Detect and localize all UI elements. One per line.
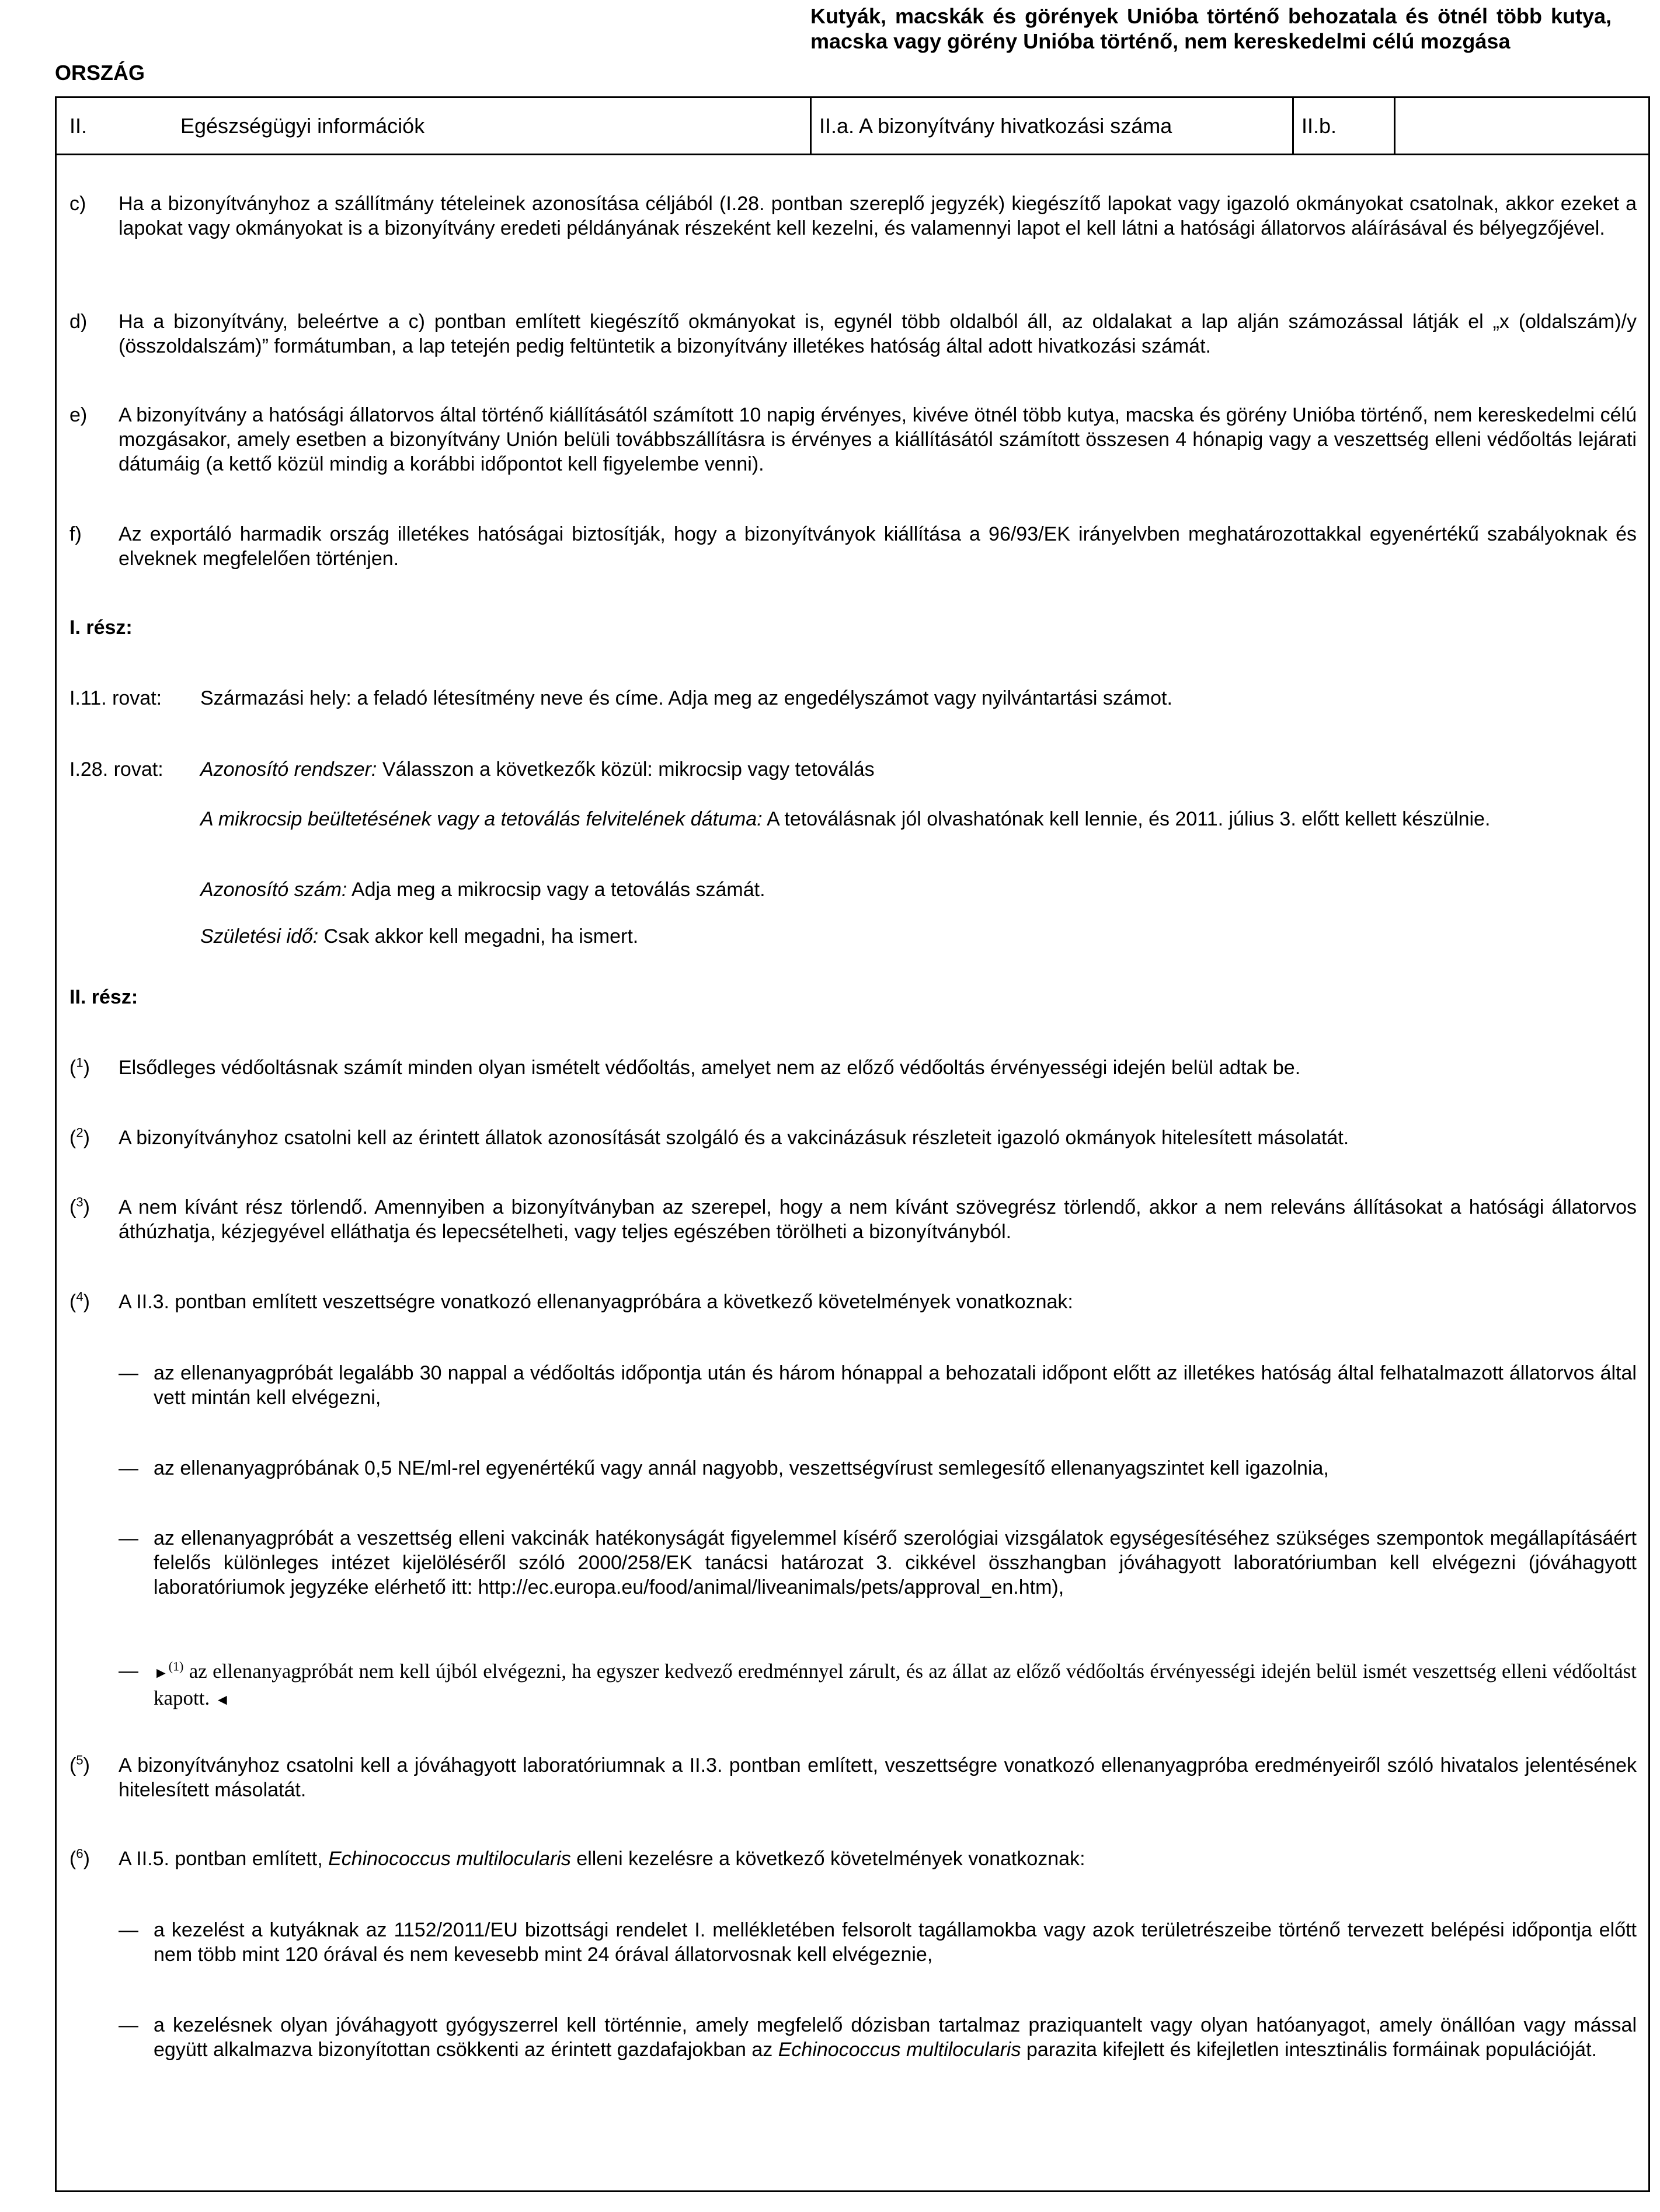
footnote-6-species: Echinococcus multilocularis xyxy=(328,1848,571,1870)
footnote-6-text-a: A II.5. pontban említett, xyxy=(119,1848,329,1870)
footnote-6-text-b: elleni kezelésre a következő követelmények vonatkoznak: xyxy=(570,1848,1085,1870)
footnote-4-bullet-4 xyxy=(154,1659,1637,1712)
box-i28-id-italic: Azonosító szám: xyxy=(200,879,347,901)
note-c-text: Ha a bizonyítványhoz a szállítmány tételeinek azonosítása céljából (I.28. pontban szereplő jegyzék) kiegészítő lapokat vagy igazoló okmányokat csatolnak, akkor ezeket a lapokat vagy okmányokat is a bizonyítvány eredeti példányának részeként kell kezelni, és valamennyi lapot el kell látni a hatósági állatorvos aláírásával és bélyegzőjével. xyxy=(119,193,1637,239)
list-dash: — xyxy=(119,1919,138,1941)
box-i28-italic: Azonosító rendszer: xyxy=(200,758,377,781)
footnote-4-bullet-4-text: az ellenanyagpróbát nem kell újból elvégezni, ha egyszer kedvező eredménnyel zárult, és az állat az előző védőoltás érvényességi idején belül ismét veszettség elleni védőoltást kapott. xyxy=(154,1660,1637,1709)
footnote-5-label: ($^5$) xyxy=(69,1753,90,1776)
header-divider xyxy=(1394,98,1395,154)
amendment-end-marker: ◄ xyxy=(214,1691,230,1708)
note-e-label: e) xyxy=(69,404,88,426)
note-c-label: c) xyxy=(69,193,86,215)
country-label: ORSZÁG xyxy=(55,61,145,85)
box-i28-id-text xyxy=(200,877,1637,902)
footnote-3-text: A nem kívánt rész törlendő. Amennyiben a bizonyítványban az szerepel, hogy a nem kívánt szövegrész törlendő, akkor a nem releváns állításokat a hatósági állatorvos áthúzhatja, kézjegyével elláthatja és lepecsételheti, vagy teljes egészében törölheti a bizonyítványból. xyxy=(119,1196,1637,1243)
footnote-4-bullet-3: az ellenanyagpróbát a veszettség elleni vakcinák hatékonyságát figyelemmel kísérő szerológiai vizsgálatok egységesítéséhez szükséges szempontok megállapításáért felelős különleges intézet kijelöléséről szóló 2000/258/EK tanácsi határozat 3. cikkével összhangban jóváhagyott laboratóriumban kell elvégezni (jóváhagyott laboratóriumok jegyzéke elérhető itt: http://ec.europa.eu/food/animal/liveanimals/pets/approval_en.htm), xyxy=(154,1527,1637,1598)
footnote-6-bullet-2-b: parazita kifejlett és kifejletlen intesztinális formáinak populációját. xyxy=(1021,2039,1597,2061)
footnote-2-text: A bizonyítványhoz csatolni kell az érintett állatok azonosítását szolgáló és a vakcinázásuk részleteit igazoló okmányok hitelesített másolatát. xyxy=(119,1127,1349,1149)
reference-number-label: II.a. A bizonyítvány hivatkozási száma xyxy=(819,114,1172,138)
footnote-6-bullet-2-a: a kezelésnek olyan jóváhagyott gyógyszerrel kell történnie, amely megfelelő dózisban tartalmaz praziquantelt vagy olyan hatóanyagot, amely önállóan vagy mással együtt alkalmazva bizonyítottan csökkenti az érintett gazdafajokban az xyxy=(154,2014,1637,2061)
footnote-6-bullet-2 xyxy=(154,2013,1637,2062)
list-dash: — xyxy=(119,1362,138,1384)
footnote-6-bullet-1: a kezelést a kutyáknak az 1152/2011/EU bizottsági rendelet I. mellékletében felsorolt tagállamokba vagy azok területrészeibe történő tervezett belépési időpontja előtt nem több mint 120 órával és nem kevesebb mint 24 órával állatorvosnak kell elvégeznie, xyxy=(154,1919,1637,1966)
footnote-2-label: ($^2$) xyxy=(69,1125,90,1149)
box-i11-label: I.11. rovat: xyxy=(69,687,162,709)
box-i28-birth-text xyxy=(200,924,1637,949)
footnote-6-label: ($^6$) xyxy=(69,1846,90,1870)
amendment-ref: (1) xyxy=(168,1659,184,1674)
header-divider xyxy=(810,98,812,154)
note-d-label: d) xyxy=(69,311,88,333)
box-i28-date-body: A tetoválásnak jól olvashatónak kell lennie, és 2011. július 3. előtt kellett készülnie. xyxy=(762,808,1491,830)
certificate-frame xyxy=(55,96,1650,2192)
footnote-1-label: ($^1$) xyxy=(69,1055,90,1079)
footnote-6-text xyxy=(119,1847,1637,1871)
certificate-title: Kutyák, macskák és görények Unióba történő behozatala és ötnél több kutya, macska vagy görény Unióba történő, nem kereskedelmi célú mozgása xyxy=(810,4,1612,53)
box-i28-body: Válasszon a következők közül: mikrocsip vagy tetoválás xyxy=(377,758,875,781)
section-header-row xyxy=(57,98,1648,155)
box-i28-label: I.28. rovat: xyxy=(69,758,163,781)
footnote-3-label: ($^3$) xyxy=(69,1194,90,1218)
section-number: II. xyxy=(69,114,88,138)
footnote-6-bullet-2-species: Echinococcus multilocularis xyxy=(778,2039,1021,2061)
section-title: Egészségügyi információk xyxy=(180,114,425,138)
footnote-4-bullet-2: az ellenanyagpróbának 0,5 NE/ml-rel egyenértékű vagy annál nagyobb, veszettségvírust semlegesítő ellenanyagszintet kell igazolnia, xyxy=(154,1457,1329,1479)
note-d-text: Ha a bizonyítvány, beleértve a c) pontban említett kiegészítő okmányokat is, egynél több oldalból áll, az oldalakat a lap alján számozással látják el „x (oldalszám)/y (összoldalszám)” formátumban, a lap tetején pedig feltüntetik a bizonyítvány illetékes hatóság által adott hivatkozási számát. xyxy=(119,311,1637,357)
footnote-4-label: ($^4$) xyxy=(69,1289,90,1313)
box-i28-id-body: Adja meg a mikrocsip vagy a tetoválás számát. xyxy=(347,879,765,901)
box-i11-text: Származási hely: a feladó létesítmény neve és címe. Adja meg az engedélyszámot vagy nyilvántartási számot. xyxy=(200,687,1172,709)
list-dash: — xyxy=(119,1660,138,1682)
note-f-label: f) xyxy=(69,523,82,545)
footnote-5-text: A bizonyítványhoz csatolni kell a jóváhagyott laboratóriumnak a II.3. pontban említett, veszettségre vonatkozó ellenanyagpróba eredményeiről szóló hivatalos jelentésének hitelesített másolatát. xyxy=(119,1754,1637,1801)
footnote-4-bullet-1: az ellenanyagpróbát legalább 30 nappal a védőoltás időpontja után és három hónappal a behozatali időpont előtt az illetékes hatóság által felhatalmazott állatorvos által vett mintán kell elvégezni, xyxy=(154,1362,1637,1409)
part-1-heading: I. rész: xyxy=(69,616,133,639)
footnote-1-text: Elsődleges védőoltásnak számít minden olyan ismételt védőoltás, amelyet nem az előző védőoltás érvényességi idején belül adtak be. xyxy=(119,1057,1301,1079)
box-i28-date-text xyxy=(200,807,1637,831)
box-i28-date-italic: A mikrocsip beültetésének vagy a tetoválás felvitelének dátuma: xyxy=(200,808,763,830)
list-dash: — xyxy=(119,1457,138,1479)
header-divider xyxy=(1292,98,1294,154)
part-2-heading: II. rész: xyxy=(69,986,138,1008)
reference-b-label: II.b. xyxy=(1301,114,1337,138)
list-dash: — xyxy=(119,2014,138,2036)
amendment-start-marker: ► xyxy=(154,1664,169,1681)
box-i28-birth-italic: Születési idő: xyxy=(200,925,319,947)
box-i28-birth-body: Csak akkor kell megadni, ha ismert. xyxy=(318,925,639,947)
box-i28-text xyxy=(200,757,1637,782)
list-dash: — xyxy=(119,1527,138,1549)
note-e-text: A bizonyítvány a hatósági állatorvos által történő kiállításától számított 10 napig érvényes, kivéve ötnél több kutya, macska és görény Unióba történő, nem kereskedelmi célú mozgásakor, amely esetben a bizonyítvány Unión belüli továbbszállításra is érvényes a kiállításától számított összesen 4 hónapig vagy a veszettség elleni védőoltás lejárati dátumáig (a kettő közül mindig a korábbi időpontot kell figyelembe venni). xyxy=(119,404,1637,475)
footnote-4-text: A II.3. pontban említett veszettségre vonatkozó ellenanyagpróbára a következő követelmények vonatkoznak: xyxy=(119,1291,1073,1313)
note-f-text: Az exportáló harmadik ország illetékes hatóságai biztosítják, hogy a bizonyítványok kiállítása a 96/93/EK irányelvben meghatározottakkal egyenértékű szabályoknak és elveknek megfelelően történjen. xyxy=(119,523,1637,570)
